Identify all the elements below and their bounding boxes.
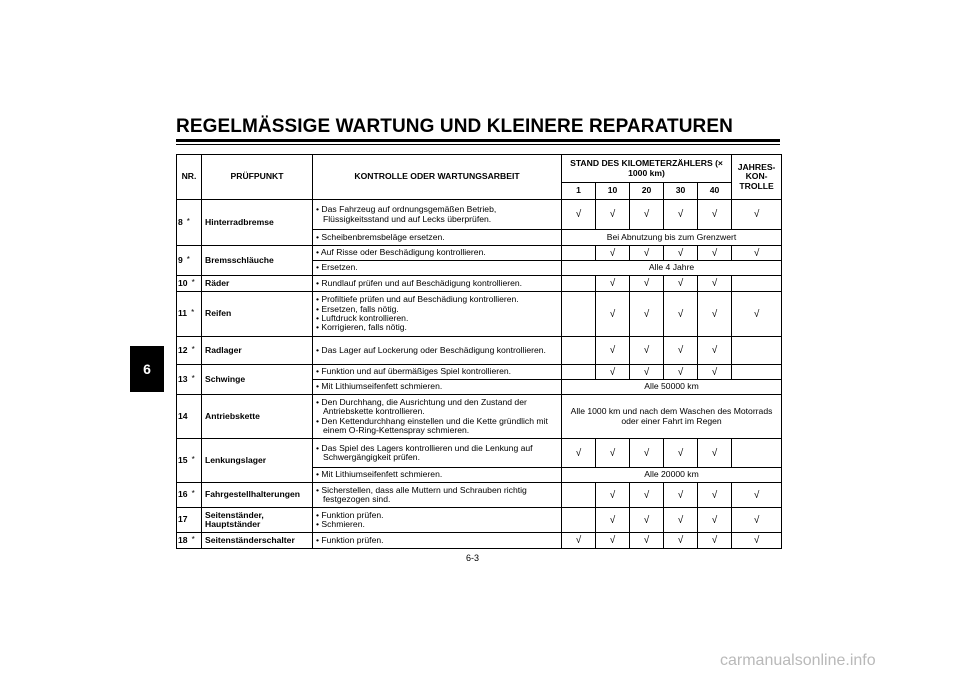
- interval-check: √: [664, 337, 698, 365]
- interval-check: √: [596, 337, 630, 365]
- table-row: [177, 483, 782, 508]
- task-description: [313, 380, 562, 395]
- table-row: [177, 200, 782, 230]
- task-description: [313, 365, 562, 380]
- header-km: 1: [562, 183, 596, 200]
- task-description: [313, 533, 562, 549]
- interval-check: √: [630, 200, 664, 230]
- task-bullet: • Scheibenbremsbeläge ersetzen.: [316, 233, 558, 242]
- dealer-asterisk: *: [186, 254, 190, 264]
- dealer-asterisk: *: [191, 373, 195, 383]
- watermark: carmanualsonline.info: [720, 652, 876, 669]
- interval-check: √: [732, 508, 782, 533]
- row-number: 17: [177, 508, 202, 533]
- page-title: REGELMÄSSIGE WARTUNG UND KLEINERE REPARATUREN: [176, 116, 733, 137]
- row-number: 18 *: [177, 533, 202, 549]
- row-number: 14: [177, 395, 202, 439]
- table-row: [177, 395, 782, 439]
- check-item: Radlager: [202, 337, 313, 365]
- interval-check: √: [596, 246, 630, 261]
- interval-check: √: [562, 533, 596, 549]
- interval-check: √: [698, 200, 732, 230]
- interval-check: √: [630, 533, 664, 549]
- interval-check: √: [664, 508, 698, 533]
- dealer-asterisk: *: [191, 489, 195, 499]
- interval-check: √: [732, 292, 782, 337]
- dealer-asterisk: *: [191, 308, 195, 318]
- interval-check: √: [630, 508, 664, 533]
- dealer-asterisk: *: [186, 216, 190, 226]
- interval-text: Bei Abnutzung bis zum Grenzwert: [562, 230, 782, 246]
- task-bullet: • Das Lager auf Lockerung oder Beschädigung kontrollieren.: [316, 346, 558, 355]
- check-item: Lenkungslager: [202, 439, 313, 483]
- interval-check: √: [698, 292, 732, 337]
- check-item: Antriebskette: [202, 395, 313, 439]
- interval-check: √: [664, 276, 698, 292]
- table-row: [177, 365, 782, 380]
- task-bullet: • Das Fahrzeug auf ordnungsgemäßen Betrieb, Flüssigkeitsstand und auf Lecks überprüfen.: [316, 205, 558, 224]
- interval-check: √: [664, 483, 698, 508]
- interval-check: √: [732, 246, 782, 261]
- header-pruefpunkt: PRÜFPUNKT: [202, 155, 313, 200]
- task-bullet: • Korrigieren, falls nötig.: [316, 323, 558, 332]
- check-item: Schwinge: [202, 365, 313, 395]
- title-rule-thick: [176, 139, 780, 142]
- interval-check: √: [630, 483, 664, 508]
- title-rule-thin: [176, 144, 780, 145]
- task-description: [313, 439, 562, 468]
- task-bullet: • Den Kettendurchhang einstellen und die Kette gründlich mit einem O-Ring-Kettenspray schmieren.: [316, 417, 558, 436]
- interval-check: √: [698, 365, 732, 380]
- check-item: Fahrgestellhalterungen: [202, 483, 313, 508]
- task-description: [313, 230, 562, 246]
- interval-check: √: [664, 246, 698, 261]
- chapter-tab: 6: [130, 346, 164, 392]
- task-bullet: • Ersetzen, falls nötig.: [316, 305, 558, 314]
- table-row: [177, 276, 782, 292]
- interval-check: √: [630, 439, 664, 468]
- interval-check: √: [732, 533, 782, 549]
- dealer-asterisk: *: [191, 534, 195, 544]
- task-bullet: • Rundlauf prüfen und auf Beschädigung kontrollieren.: [316, 279, 558, 288]
- maintenance-table: [176, 154, 782, 549]
- task-bullet: • Ersetzen.: [316, 263, 558, 272]
- interval-check: √: [698, 439, 732, 468]
- interval-check: √: [596, 508, 630, 533]
- interval-check: √: [698, 508, 732, 533]
- task-bullet: • Das Spiel des Lagers kontrollieren und die Lenkung auf Schwergängigkeit prüfen.: [316, 444, 558, 463]
- table-row: [177, 292, 782, 337]
- task-bullet: • Funktion und auf übermäßiges Spiel kontrollieren.: [316, 367, 558, 376]
- interval-check: √: [596, 292, 630, 337]
- task-description: [313, 508, 562, 533]
- interval-check: [562, 337, 596, 365]
- task-bullet: • Funktion prüfen.: [316, 511, 558, 520]
- interval-check: [732, 365, 782, 380]
- interval-check: √: [562, 200, 596, 230]
- table-row: [177, 337, 782, 365]
- check-item: Seitenständer, Hauptständer: [202, 508, 313, 533]
- row-number: 16 *: [177, 483, 202, 508]
- table-body: [177, 200, 782, 549]
- interval-check: [562, 276, 596, 292]
- interval-check: √: [698, 483, 732, 508]
- interval-check: √: [596, 439, 630, 468]
- interval-check: [562, 246, 596, 261]
- interval-check: √: [630, 246, 664, 261]
- interval-text: Alle 4 Jahre: [562, 261, 782, 276]
- interval-check: √: [596, 200, 630, 230]
- interval-check: √: [630, 276, 664, 292]
- header-km: 10: [596, 183, 630, 200]
- task-description: [313, 337, 562, 365]
- interval-check: √: [596, 276, 630, 292]
- interval-check: √: [596, 365, 630, 380]
- task-description: [313, 292, 562, 337]
- interval-check: √: [698, 246, 732, 261]
- header-kontrolle: KONTROLLE ODER WARTUNGSARBEIT: [313, 155, 562, 200]
- interval-check: √: [698, 533, 732, 549]
- header-km: 20: [630, 183, 664, 200]
- row-number: 13 *: [177, 365, 202, 395]
- interval-check: [562, 483, 596, 508]
- dealer-asterisk: *: [191, 344, 195, 354]
- interval-check: √: [630, 337, 664, 365]
- task-description: [313, 200, 562, 230]
- row-number: 10 *: [177, 276, 202, 292]
- dealer-asterisk: *: [191, 277, 195, 287]
- interval-check: √: [596, 533, 630, 549]
- interval-check: √: [732, 200, 782, 230]
- header-km: 40: [698, 183, 732, 200]
- interval-check: √: [698, 337, 732, 365]
- interval-text: Alle 1000 km und nach dem Waschen des Motorrads oder einer Fahrt im Regen: [562, 395, 782, 439]
- header-nr: NR.: [177, 155, 202, 200]
- interval-check: √: [698, 276, 732, 292]
- interval-text: Alle 20000 km: [562, 468, 782, 483]
- interval-text: Alle 50000 km: [562, 380, 782, 395]
- task-bullet: • Sicherstellen, dass alle Muttern und Schrauben richtig festgezogen sind.: [316, 486, 558, 505]
- interval-check: √: [630, 292, 664, 337]
- interval-check: [732, 276, 782, 292]
- check-item: Räder: [202, 276, 313, 292]
- interval-check: [732, 337, 782, 365]
- task-bullet: • Luftdruck kontrollieren.: [316, 314, 558, 323]
- table-row: [177, 439, 782, 468]
- interval-check: √: [664, 200, 698, 230]
- check-item: Reifen: [202, 292, 313, 337]
- task-bullet: • Profiltiefe prüfen und auf Beschädiung kontrollieren.: [316, 295, 558, 304]
- interval-check: √: [630, 365, 664, 380]
- interval-check: √: [664, 439, 698, 468]
- interval-check: [562, 508, 596, 533]
- task-description: [313, 246, 562, 261]
- row-number: 12 *: [177, 337, 202, 365]
- task-description: [313, 276, 562, 292]
- interval-check: √: [664, 365, 698, 380]
- interval-check: √: [596, 483, 630, 508]
- interval-check: √: [732, 483, 782, 508]
- interval-check: √: [664, 533, 698, 549]
- task-description: [313, 483, 562, 508]
- table-row: [177, 508, 782, 533]
- task-description: [313, 468, 562, 483]
- check-item: Bremsschläuche: [202, 246, 313, 276]
- task-bullet: • Mit Lithiumseifenfett schmieren.: [316, 470, 558, 479]
- task-bullet: • Auf Risse oder Beschädigung kontrollieren.: [316, 248, 558, 257]
- header-jahres: JAHRES-KON-TROLLE: [732, 155, 782, 200]
- header-km: 30: [664, 183, 698, 200]
- page-number: 6-3: [465, 553, 479, 563]
- check-item: Seitenständerschalter: [202, 533, 313, 549]
- task-bullet: • Funktion prüfen.: [316, 536, 558, 545]
- task-bullet: • Den Durchhang, die Ausrichtung und den Zustand der Antriebskette kontrollieren.: [316, 398, 558, 417]
- interval-check: [562, 292, 596, 337]
- row-number: 9 *: [177, 246, 202, 276]
- table-row: [177, 533, 782, 549]
- interval-check: √: [562, 439, 596, 468]
- dealer-asterisk: *: [191, 454, 195, 464]
- task-description: [313, 395, 562, 439]
- row-number: 15 *: [177, 439, 202, 483]
- interval-check: √: [664, 292, 698, 337]
- interval-check: [562, 365, 596, 380]
- task-bullet: • Schmieren.: [316, 520, 558, 529]
- task-description: [313, 261, 562, 276]
- task-bullet: • Mit Lithiumseifenfett schmieren.: [316, 382, 558, 391]
- check-item: Hinterradbremse: [202, 200, 313, 246]
- row-number: 8 *: [177, 200, 202, 246]
- header-stand: STAND DES KILOMETERZÄHLERS (× 1000 km): [562, 155, 732, 183]
- table-row: [177, 246, 782, 261]
- interval-check: [732, 439, 782, 468]
- row-number: 11 *: [177, 292, 202, 337]
